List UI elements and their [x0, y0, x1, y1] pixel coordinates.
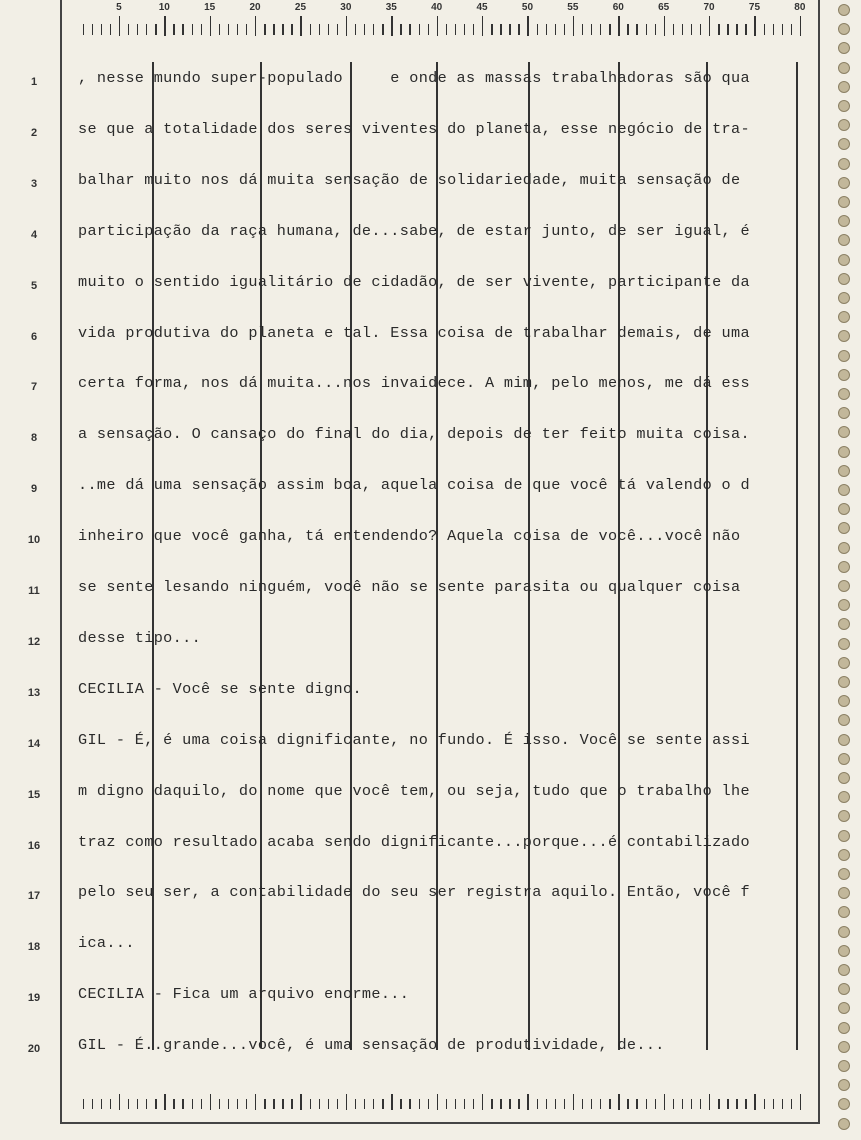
ruler-tick [355, 24, 356, 35]
ruler-tick [273, 1099, 274, 1109]
sprocket-hole [838, 330, 850, 342]
ruler-tick [419, 24, 420, 35]
transcript-line: m digno daquilo, do nome que você tem, ou seja, tudo que o trabalho lhe [78, 781, 750, 800]
ruler-tick [727, 1099, 728, 1109]
sprocket-hole [838, 561, 850, 573]
ruler-tick [509, 1099, 510, 1109]
ruler-tick [373, 1099, 374, 1109]
transcript-line: se sente lesando ninguém, você não se sente parasita ou qualquer coisa [78, 578, 741, 596]
ruler-tick [655, 1099, 656, 1109]
ruler-tick [491, 24, 492, 35]
sprocket-hole [838, 542, 850, 554]
ruler-label: 5 [116, 2, 122, 13]
ruler-tick [291, 1099, 292, 1109]
ruler-tick [564, 24, 565, 35]
ruler-tick [228, 24, 229, 35]
sprocket-hole [838, 138, 850, 150]
ruler-tick [673, 24, 674, 35]
sprocket-hole [838, 42, 850, 54]
ruler-tick [700, 1099, 701, 1109]
ruler-tick [137, 1099, 138, 1109]
sprocket-hole [838, 446, 850, 458]
ruler-tick [237, 1099, 238, 1109]
sprocket-hole [838, 23, 850, 35]
sprocket-hole [838, 676, 850, 688]
ruler-tick [164, 16, 165, 36]
ruler-tick [119, 1094, 120, 1110]
sprocket-hole [838, 580, 850, 592]
ruler-tick [591, 1099, 592, 1109]
ruler-label: 10 [158, 2, 170, 13]
ruler-tick [609, 1099, 610, 1109]
ruler-tick [682, 24, 683, 35]
sprocket-hole [838, 1041, 850, 1053]
ruler-tick [664, 16, 665, 36]
ruler-tick [219, 24, 220, 35]
ruler-tick [210, 1094, 211, 1110]
ruler-tick [310, 24, 311, 35]
ruler-tick [246, 1099, 247, 1109]
ruler-tick [646, 24, 647, 35]
sprocket-hole [838, 983, 850, 995]
ruler-tick [518, 1099, 519, 1109]
transcript-line: CECILIA - Fica um arquivo enorme... [78, 985, 410, 1004]
ruler-tick [582, 24, 583, 35]
ruler-tick [192, 24, 193, 35]
ruler-tick [346, 1094, 347, 1110]
ruler-tick [128, 24, 129, 35]
ruler-tick [600, 1099, 601, 1109]
sprocket-hole [838, 830, 850, 842]
ruler-tick [164, 1094, 165, 1110]
ruler-tick [264, 24, 265, 35]
ruler-tick [101, 24, 102, 35]
transcript-line: GIL - É..grande...você, é uma sensação de produtividade, de... [78, 1036, 665, 1055]
ruler-tick [437, 1094, 438, 1110]
ruler-tick [691, 24, 692, 35]
line-number: 17 [27, 890, 41, 903]
sprocket-hole [838, 868, 850, 880]
sprocket-hole [838, 887, 850, 899]
line-number: 3 [30, 177, 38, 190]
sprocket-hole [838, 81, 850, 93]
ruler-tick [400, 24, 401, 35]
ruler-tick [582, 1099, 583, 1109]
sprocket-hole [838, 849, 850, 861]
ruler-tick [546, 24, 547, 35]
bottom-ruler [76, 1088, 802, 1114]
ruler-tick [500, 1099, 501, 1109]
sprocket-hole [838, 254, 850, 266]
sprocket-hole [838, 465, 850, 477]
line-number: 1 [30, 76, 38, 88]
ruler-tick [101, 1099, 102, 1109]
transcript-line: balhar muito nos dá muita sensação de solidariedade, muita sensação de [78, 170, 741, 189]
ruler-tick [355, 1099, 356, 1109]
sprocket-hole [838, 426, 850, 438]
ruler-tick [591, 24, 592, 35]
ruler-tick [564, 1099, 565, 1109]
ruler-tick [555, 1099, 556, 1109]
sprocket-hole [838, 906, 850, 918]
line-number: 13 [27, 686, 41, 699]
ruler-tick [337, 24, 338, 35]
ruler-tick [727, 24, 728, 35]
sprocket-hole [838, 714, 850, 726]
ruler-tick [219, 1099, 220, 1109]
ruler-tick [700, 24, 701, 35]
ruler-tick [264, 1099, 265, 1109]
ruler-tick [718, 1099, 719, 1109]
ruler-label: 45 [476, 2, 488, 13]
line-number: 9 [30, 483, 38, 496]
transcript-line: se que a totalidade dos seres viventes do planeta, esse negócio de tra- [78, 119, 750, 138]
line-number: 12 [27, 635, 41, 648]
ruler-tick [182, 1099, 183, 1109]
sprocket-hole [838, 599, 850, 611]
sprocket-hole [838, 522, 850, 534]
ruler-tick [736, 24, 737, 35]
transcript-line: certa forma, nos dá muita...nos invaidece. A mim, pelo menos, me dá ess [78, 374, 750, 393]
sprocket-hole [838, 791, 850, 803]
sprocket-hole [838, 4, 850, 16]
ruler-tick [618, 1094, 619, 1110]
sprocket-hole [838, 926, 850, 938]
ruler-tick [328, 24, 329, 35]
ruler-tick [773, 24, 774, 35]
ruler-tick [791, 24, 792, 35]
ruler-tick [409, 1099, 410, 1109]
ruler-tick [155, 24, 156, 35]
ruler-label: 25 [294, 2, 307, 13]
ruler-tick [527, 16, 528, 36]
sprocket-hole [838, 292, 850, 304]
sprocket-hole [838, 234, 850, 246]
line-number: 18 [27, 941, 41, 954]
ruler-tick [146, 24, 147, 35]
sprocket-hole [838, 772, 850, 784]
ruler-tick [119, 16, 120, 36]
ruler-tick [509, 24, 510, 35]
ruler-tick [364, 1099, 365, 1109]
sprocket-hole [838, 196, 850, 208]
line-number: 4 [30, 228, 38, 241]
ruler-tick [782, 24, 783, 35]
ruler-tick [319, 24, 320, 35]
line-number: 5 [30, 279, 38, 292]
sprocket-hole [838, 734, 850, 746]
ruler-tick [300, 16, 301, 36]
ruler-tick [382, 1099, 383, 1109]
sprocket-hole [838, 1022, 850, 1034]
sprocket-hole [838, 810, 850, 822]
ruler-tick [237, 24, 238, 35]
line-number: 2 [30, 126, 38, 139]
ruler-tick [210, 16, 211, 36]
ruler-tick [146, 1099, 147, 1109]
ruler-label: 15 [204, 2, 216, 13]
transcript-line: participação da raça humana, de...sabe, de estar junto, de ser igual, é [78, 221, 750, 240]
ruler-tick [745, 1099, 746, 1109]
ruler-tick [373, 24, 374, 35]
ruler-tick [800, 16, 801, 36]
ruler-tick [83, 24, 84, 35]
sprocket-hole [838, 62, 850, 74]
transcript-line: a sensação. O cansaço do final do dia, depois de ter feito muita coisa. [78, 425, 750, 444]
ruler-tick [555, 24, 556, 35]
ruler-tick [609, 24, 610, 35]
ruler-label: 80 [794, 2, 806, 13]
ruler-tick [446, 24, 447, 35]
ruler-tick [428, 24, 429, 35]
sprocket-hole [838, 100, 850, 112]
transcript-line: ica... [78, 934, 135, 953]
ruler-tick [791, 1099, 792, 1109]
transcript-line: GIL - É, é uma coisa dignificante, no fundo. É isso. Você se sente assi [78, 730, 750, 749]
sprocket-hole [838, 1060, 850, 1072]
sprocket-hole [838, 618, 850, 630]
ruler-tick [83, 1099, 84, 1109]
transcript-line: pelo seu ser, a contabilidade do seu ser registra aquilo. Então, você f [78, 883, 750, 902]
ruler-tick [537, 1099, 538, 1109]
ruler-tick [682, 1099, 683, 1109]
ruler-tick [455, 24, 456, 35]
line-number: 8 [30, 432, 38, 445]
ruler-tick [255, 1094, 256, 1110]
sprocket-hole [838, 215, 850, 227]
ruler-tick [636, 1099, 637, 1109]
line-number: 6 [30, 330, 38, 343]
ruler-label: 40 [431, 2, 443, 13]
ruler-tick [382, 24, 383, 35]
ruler-tick [110, 1099, 111, 1109]
ruler-tick [754, 1094, 755, 1110]
sprocket-hole [838, 407, 850, 419]
transcript-line: inheiro que você ganha, tá entendendo? Aquela coisa de você...você não [78, 527, 741, 546]
ruler-tick [173, 1099, 174, 1109]
ruler-tick [246, 24, 247, 35]
sprocket-hole [838, 177, 850, 189]
ruler-tick [346, 16, 347, 36]
ruler-label: 35 [385, 2, 397, 13]
ruler-tick [655, 24, 656, 35]
ruler-tick [473, 1099, 474, 1109]
ruler-tick [464, 1099, 465, 1109]
sprocket-hole [838, 388, 850, 400]
ruler-tick [646, 1099, 647, 1109]
ruler-tick [691, 1099, 692, 1109]
ruler-tick [155, 1099, 156, 1109]
ruler-tick [537, 24, 538, 35]
sprocket-hole [838, 484, 850, 496]
line-number: 19 [27, 992, 41, 1005]
ruler-tick [391, 1094, 392, 1110]
sprocket-hole [838, 369, 850, 381]
ruler-label: 50 [521, 2, 534, 13]
ruler-tick [137, 24, 138, 35]
ruler-tick [764, 24, 765, 35]
ruler-tick [709, 1094, 710, 1110]
sprocket-hole [838, 638, 850, 650]
ruler-tick [328, 1099, 329, 1109]
line-number: 14 [27, 737, 41, 750]
ruler-tick [291, 24, 292, 35]
ruler-tick [736, 1099, 737, 1109]
transcript-line: vida produtiva do planeta e tal. Essa coisa de trabalhar demais, de uma [78, 323, 750, 342]
ruler-tick [636, 24, 637, 35]
ruler-tick [709, 16, 710, 36]
ruler-tick [273, 24, 274, 35]
sprocket-hole [838, 119, 850, 131]
ruler-label: 55 [567, 2, 579, 13]
ruler-tick [464, 24, 465, 35]
line-number: 16 [27, 839, 41, 852]
ruler-tick [446, 1099, 447, 1109]
ruler-tick [754, 16, 755, 36]
ruler-tick [627, 24, 628, 35]
ruler-tick [282, 1099, 283, 1109]
ruler-tick [201, 1099, 202, 1109]
ruler-tick [664, 1094, 665, 1110]
transcript-line: traz como resultado acaba sendo dignificante...porque...é contabilizado [78, 832, 750, 851]
ruler-tick [673, 1099, 674, 1109]
ruler-tick [773, 1099, 774, 1109]
sprocket-hole [838, 945, 850, 957]
ruler-tick [92, 24, 93, 35]
ruler-tick [437, 16, 438, 36]
ruler-tick [110, 24, 111, 35]
sprocket-hole [838, 273, 850, 285]
line-number: 7 [30, 381, 38, 394]
ruler-tick [573, 16, 574, 36]
sprocket-hole [838, 753, 850, 765]
ruler-tick [391, 16, 392, 36]
sprocket-hole [838, 503, 850, 515]
ruler-tick [428, 1099, 429, 1109]
ruler-tick [546, 1099, 547, 1109]
ruler-tick [573, 1094, 574, 1110]
line-number: 15 [27, 788, 41, 801]
ruler-tick [192, 1099, 193, 1109]
ruler-tick [173, 24, 174, 35]
ruler-tick [491, 1099, 492, 1109]
ruler-label: 75 [748, 2, 761, 13]
ruler-tick [527, 1094, 528, 1110]
ruler-tick [618, 16, 619, 36]
ruler-tick [419, 1099, 420, 1109]
ruler-tick [228, 1099, 229, 1109]
ruler-tick [455, 1099, 456, 1109]
ruler-tick [128, 1099, 129, 1109]
transcript-line: desse tipo... [78, 628, 202, 647]
ruler-tick [500, 24, 501, 35]
ruler-tick [782, 1099, 783, 1109]
ruler-tick [482, 16, 483, 36]
sprocket-hole [838, 158, 850, 170]
line-number: 11 [28, 585, 40, 597]
sprocket-hole [838, 657, 850, 669]
transcript-line: CECILIA - Você se sente digno. [78, 679, 362, 698]
ruler-tick [409, 24, 410, 35]
ruler-tick [482, 1094, 483, 1110]
ruler-tick [300, 1094, 301, 1110]
ruler-tick [627, 1099, 628, 1109]
ruler-tick [282, 24, 283, 35]
ruler-tick [182, 24, 183, 35]
ruler-tick [718, 24, 719, 35]
ruler-tick [400, 1099, 401, 1109]
top-ruler [76, 2, 806, 46]
ruler-tick [255, 16, 256, 36]
transcript-line: muito o sentido igualitário de cidadão, de ser vivente, participante da [78, 272, 750, 291]
ruler-tick [310, 1099, 311, 1109]
ruler-tick [745, 24, 746, 35]
ruler-tick [319, 1099, 320, 1109]
ruler-tick [473, 24, 474, 35]
ruler-tick [600, 24, 601, 35]
ruler-tick [800, 1094, 801, 1110]
ruler-tick [518, 24, 519, 35]
ruler-label: 70 [703, 2, 715, 13]
ruler-label: 30 [340, 2, 352, 13]
line-number: 10 [27, 534, 41, 547]
sprocket-hole [838, 350, 850, 362]
ruler-tick [764, 1099, 765, 1109]
transcript-line: , nesse mundo super-populado e onde as massas trabalhadoras são qua [78, 69, 750, 87]
ruler-label: 20 [249, 2, 261, 13]
sprocket-hole [838, 1098, 850, 1110]
ruler-label: 65 [658, 2, 670, 13]
ruler-tick [337, 1099, 338, 1109]
ruler-tick [364, 24, 365, 35]
sprocket-hole [838, 1079, 850, 1091]
line-number: 20 [27, 1043, 41, 1056]
sprocket-hole [838, 695, 850, 707]
ruler-tick [201, 24, 202, 35]
ruler-label: 60 [612, 2, 624, 13]
sprocket-hole [838, 1002, 850, 1014]
sprocket-hole [838, 1118, 850, 1130]
transcript-line: ..me dá uma sensação assim boa, aquela coisa de que você tá valendo o d [78, 476, 750, 495]
sprocket-hole [838, 964, 850, 976]
ruler-tick [92, 1099, 93, 1109]
sprocket-hole [838, 311, 850, 323]
